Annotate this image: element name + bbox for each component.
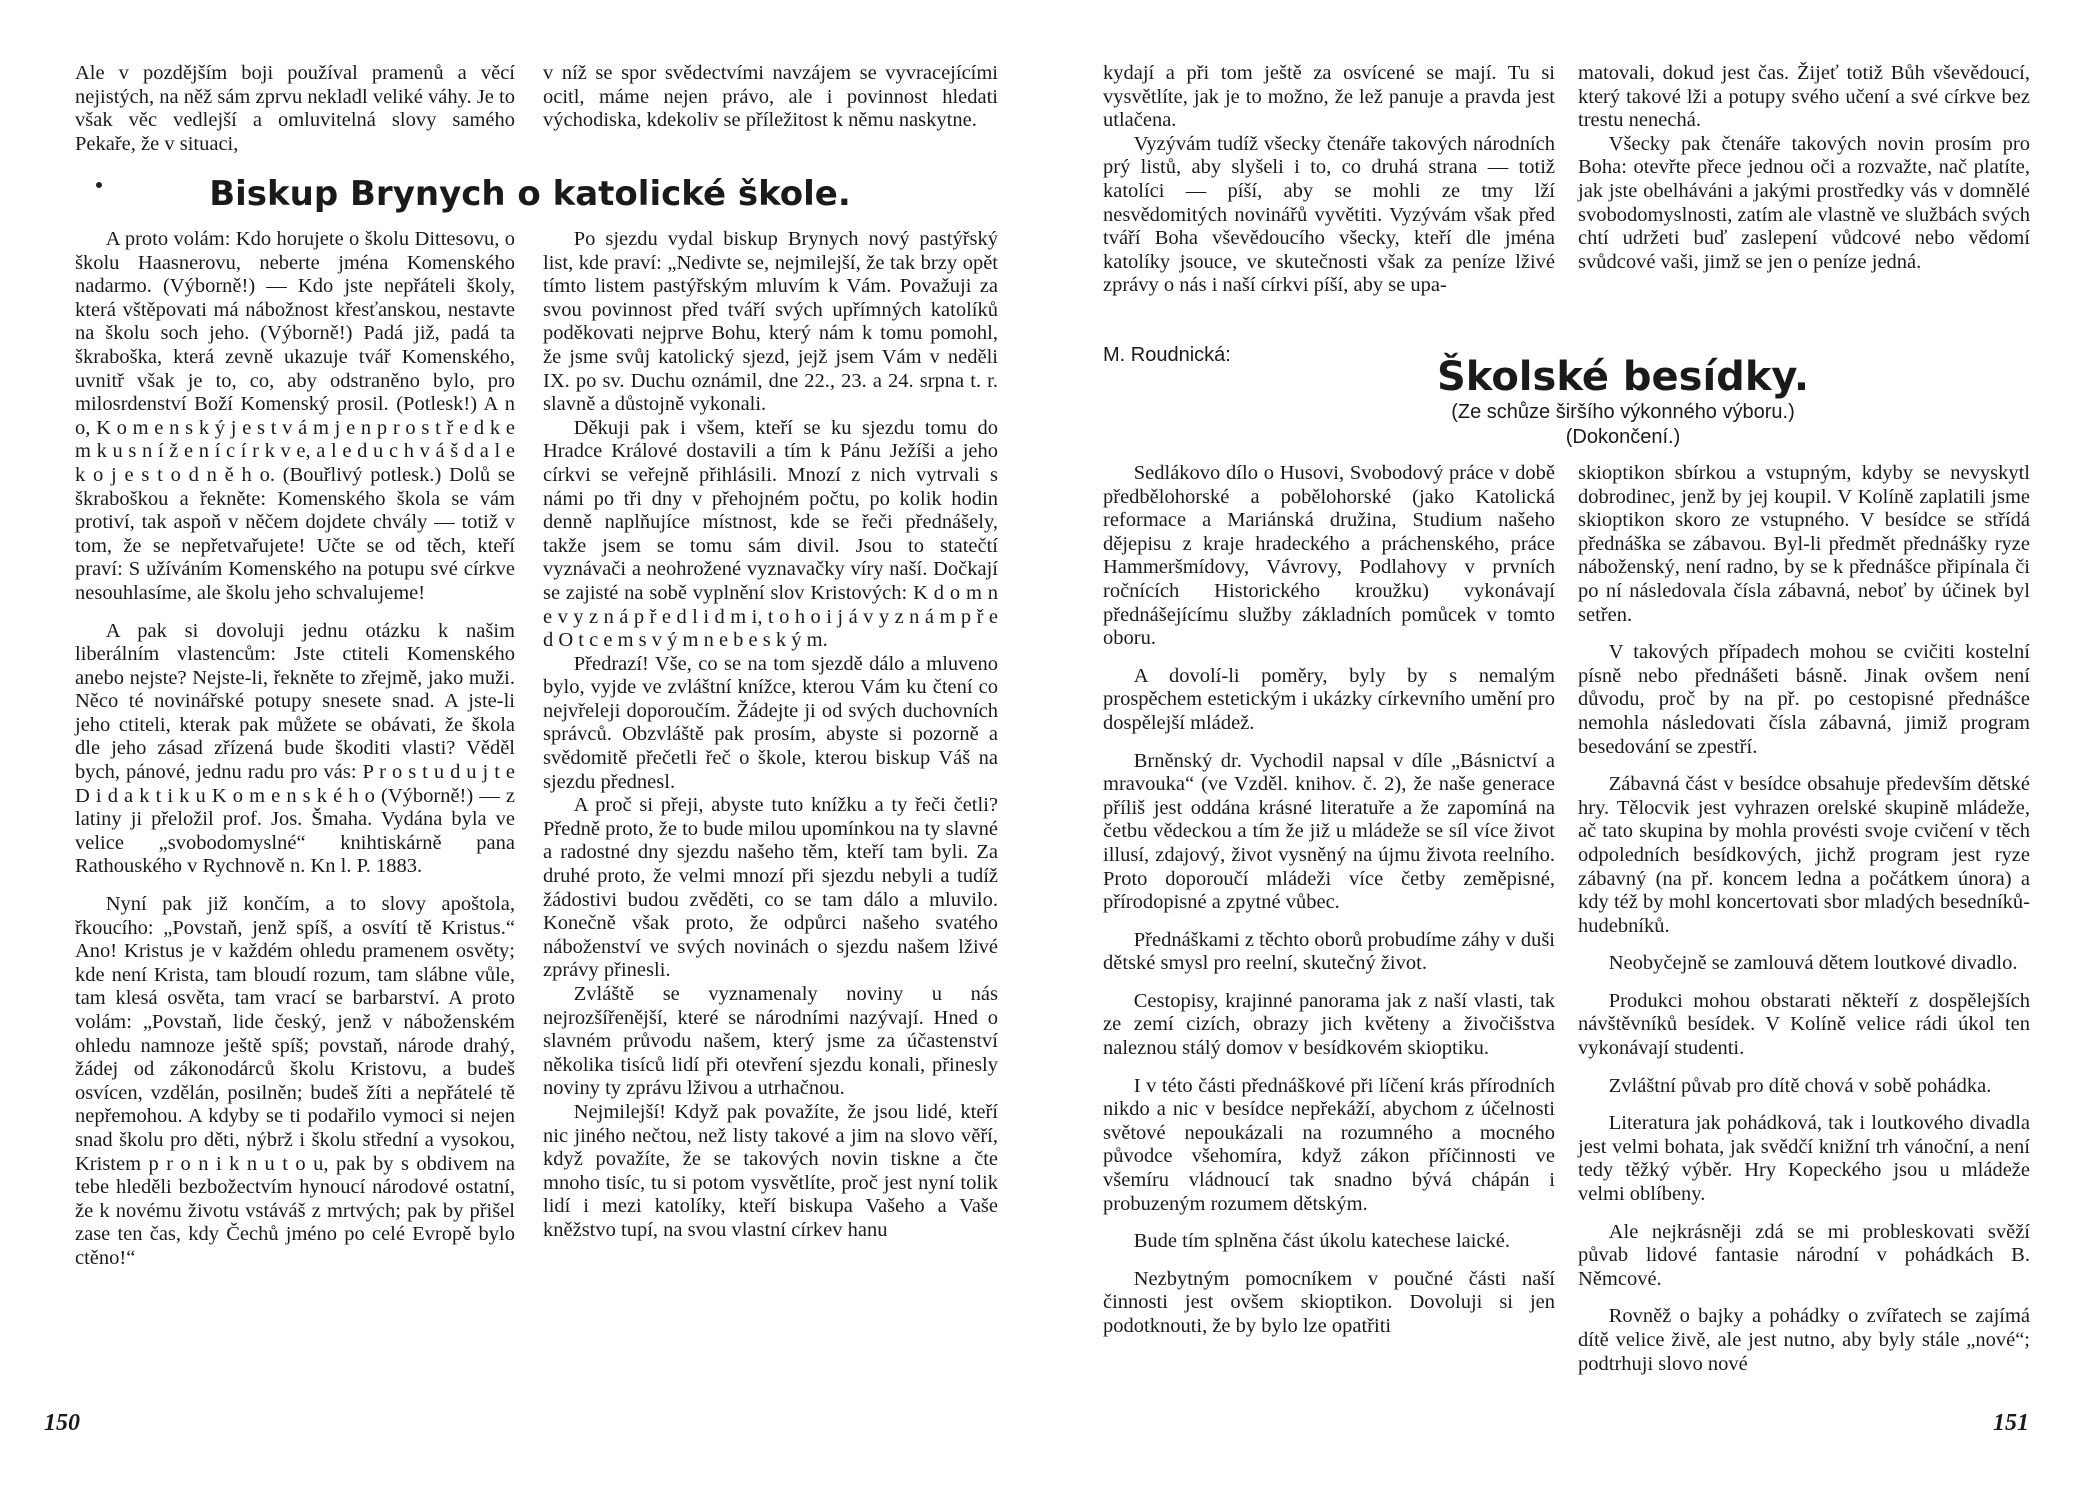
paragraph: Bude tím splněna část úkolu katechese laické.: [1133, 1230, 1511, 1253]
paragraph: A proto volám: Kdo horujete o školu Dittesovu, o školu Haasnerovu, neberte jména Komenského nadarmo. (Výborně!) — Kdo jste nepřáteli školy, která vštěpovati má nábožnost křesťanskou, nestavte na školu soch jeho. (Výborně!) Padá již, padá ta škraboška, která zevně ukazuje tvář Komenského, uvnitř však je to, co, aby odstraněno bylo, pro milosrdenství Boží Komenský prosil. (Potlesk!) A n o, K o m e n s k ý j e s t v á m j e n p r o s t ř e d k e m k u s n í ž e n í c í r k v e, a l e d u c h v á š d a l e k o j e s t o d n ě h o. (Bouřlivý potlesk.) Dolů se škraboškou a řekněte: Komenského škola se vám protiví, tak aspoň v něčem dojdete chvály — totiž v tom, že se nepřetvařujete! Učte se od těch, kteří praví: S užíváním Komenského na potupu své církve nesouhlasíme, ale školu jeho schvalujeme!: [75, 228, 515, 604]
left-top-column-1: [75, 62, 515, 156]
paragraph: Vyzývám tudíž všecky čtenáře takových národních prý listů, aby slyšeli i to, co druhá strana — totiž katolíci — píší, aby se mohli ze tmy lží nesvědomitých novinářů vyvětiti. Vyzývám však před tváří Boha vševědoucího všecky, kteří dle jména katolíky jsouce, ve skutečnosti však za peníze lživé zprávy o nás i naší církvi píší, aby se upa-: [1103, 132, 1555, 297]
author-name: M. Roudnická:: [1103, 344, 1231, 366]
article-title: Školské besídky.: [1436, 354, 1810, 400]
right-column-1: [1103, 462, 1555, 1339]
paragraph: kydají a při tom ještě za osvícené se mají. Tu si vysvětlíte, jak je to možno, že lež panuje a pravda jest utlačena.: [1103, 62, 1555, 132]
paragraph: Nejmilejší! Když pak považíte, že jsou lidé, kteří nic jiného nečtou, než listy takové a jim na slovo věří, když považíte, že se takových novin tiskne a čte mnoho tisíc, tu si potom vysvětlíte, proč jest nyní tolik lidí i mezi katolíky, kteří biskupa Vašeho a Vaše kněžstvo tupí, na svou vlastní církev hanu: [543, 1100, 998, 1241]
paragraph: skioptikon sbírkou a vstupným, kdyby se nevyskytl dobrodinec, jenž by jej koupil. V Kolíně zaplatili jsme skioptikon skoro ze vstupného. V besídce se střídá přednáška se zábavou. Byl-li předmět přednášky ryze náboženský, není radno, by se k přednášce připínala či po ní následovala čísla zábavná, neboť by účinek byl setřen.: [1578, 462, 2030, 626]
paragraph: v níž se spor svědectvími navzájem se vyvracejícími ocitl, máme nejen právo, ale i povinnost hledati východiska, kdekoliv se příležitost k němu naskytne.: [543, 62, 998, 132]
paragraph: V takových případech mohou se cvičiti kostelní písně nebo přednášeti básně. Jinak ovšem není důvodu, proč by na př. po cestopisné přednášce nemohla následovati čísla zábavná, jimiž program besedování se zpestří.: [1578, 641, 2030, 758]
paragraph: Děkuji pak i všem, kteří se ku sjezdu tomu do Hradce Králové dostavili a tím k Pánu Ježíši a jeho církvi se veřejně přihlásili. Mnozí z nich vytrvali s námi po tři dny v přehojném počtu, po kolik hodin denně naplňujíce místnost, kde se řeči přednášely, takže jsem se tomu sám divil. Jsou to statečtí vyznávači a neohrožené vyznavačky víry naší. Dočkají se zajisté na sobě vyplnění slov Kristových: K d o m n e v y z n á p ř e d l i d m i, t o h o i j á v y z n á m p ř e d O t c e m s v ý m n e b e s k ý m.: [543, 416, 998, 652]
right-top-column-1: [1103, 62, 1555, 298]
paragraph: Rovněž o bajky a pohádky o zvířatech se zajímá dítě velice živě, ale jest nutno, aby byly stále „nové“; podtrhuji slovo nové: [1578, 1305, 2030, 1375]
right-top-column-2: [1578, 62, 2030, 274]
paragraph: Zvláště se vyznamenaly noviny u nás nejrozšířenější, které se národními nazývají. Hned o slavném průvodu našem, který jsme za účastenství několika tisíců lidí při otevření sjezdu konali, přinesly noviny ty zprávu lživou a utrhačnou.: [543, 983, 998, 1100]
article-subtitle-continuation: (Dokončení.): [1565, 426, 1681, 448]
paragraph: A proč si přeji, abyste tuto knížku a ty řeči četli? Předně proto, že to bude milou upomínkou na ty slavné a radostné dny sjezdu našeho těm, kteří tam byli. Za druhé proto, že velmi mnozí při sjezdu nebyli a tudíž žádostivi budou zvěděti, co se tam dálo a mluvilo. Konečně však proto, že odpůrci našeho svatého náboženství ve svých novinách o sjezdu našem lživé zprávy přinesli.: [543, 794, 998, 982]
paragraph: Nyní pak již končím, a to slovy apoštola, řkoucího: „Povstaň, jenž spíš, a osvítí tě Kristus.“ Ano! Kristus je v každém ohledu pramenem osvěty; kde není Krista, tam bloudí rozum, tam slábne vůle, tam klesá osvěta, tam vrací se barbarství. A proto volám: „Povstaň, lide český, jenž v náboženském ohledu namnoze ještě spíš; povstaň, národe drahý, žádej od zákonodárců školu Kristovu, a budeš osvícen, vzdělán, posilněn; budeš žíti a nepřátelé tě nepřemohou. A kdyby se ti podařilo vymoci si nejen snad školu pro děti, nýbrž i školu střední a vysokou, Kristem p r o n i k n u t o u, pak by s obdivem na tebe hleděli bezbožectvím hynoucí národové ostatní, že k novému životu vstáváš z mrtvých; pak by přišel zase ten čas, kdy Čechů jméno po celé Evropě bylo ctěno!“: [75, 893, 515, 1269]
paragraph: A dovolí-li poměry, byly by s nemalým prospěchem estetickým i ukázky církevního umění pro dospělejší mládež.: [1103, 664, 1555, 734]
paragraph: Brněnský dr. Vychodil napsal v díle „Básnictví a mravouka“ (ve Vzděl. knihov. č. 2), že naše generace příliš jest oddána krásné literatuře a že zapomíná na četbu vědeckou a tím že již u mládeže se síl více život illusí, zdajový, život vysněný na újmu života reelního. Proto doporoučí mládeži více četby zeměpisné, přírodopisné a zpytné vůbec.: [1103, 749, 1555, 914]
paragraph: Literatura jak pohádková, tak i loutkového divadla jest velmi bohata, jak svědčí knižní trh vánoční, a není tedy těžký výběr. Hry Kopeckého jsou u mládeže velmi oblíbeny.: [1578, 1112, 2030, 1206]
paragraph: Sedlákovo dílo o Husovi, Svobodový práce v době předbělohorské a pobělohorské (jako Katolická reformace a Mariánská družina, Studium našeho dějepisu z kraje hradeckého a práchenského, práce Hammeršmídovy, Vávrovy, Podlahovy v prvních ročnících Historického kroužku) vykonávají přednášejícímu služby základních pomůcek v tomto oboru.: [1103, 462, 1555, 650]
paragraph: Po sjezdu vydal biskup Brynych nový pastýřský list, kde praví: „Nedivte se, nejmilejší, že tak brzy opět tímto listem pastýřským mluvím k Vám. Považuji za svou povinnost před tváří svých upřímných katolíků poděkovati nejprve Bohu, který nám k tomu pomohl, že jsme svůj katolický sjezd, jejž jsem Vám v neděli IX. po sv. Duchu oznámil, dne 22., 23. a 24. srpna t. r. slavně a důstojně vykonali.: [543, 228, 998, 416]
right-page: [1043, 0, 2086, 1500]
left-column-1: [75, 228, 515, 1271]
paragraph: Všecky pak čtenáře takových novin prosím pro Boha: otevřte přece jednou oči a rozvažte, nač platíte, jak jste obelháváni a jakými prostředky vás v domnělé svobodomyslnosti, zatím ale vlastně ve službách svých chtí udržeti buď zaslepení vůdcové nebo vědomí svůdcové vaši, jimž se jen o peníze jedná.: [1578, 132, 2030, 273]
paragraph: Produkci mohou obstarati někteří z dospělejších návštěvníků besídek. V Kolíně velice rádi úkol ten vykonávají studenti.: [1578, 989, 2030, 1060]
paragraph: Cestopisy, krajinné panorama jak z naší vlasti, tak ze zemí cizích, obrazy jich květeny a živočišstva naleznou stálý domov v besídkovém skioptiku.: [1103, 989, 1555, 1060]
paragraph: A pak si dovoluji jednu otázku k našim liberálním vlastencům: Jste ctiteli Komenského anebo nejste? Nejste-li, řekněte to zřejmě, jako muži. Něco té novinářské potupy snesete snad. A jste-li jeho ctiteli, kterak pak můžete se obávati, že škola dle jeho zásad zřízená bude škoditi vlasti? Věděl bych, pánové, jednu radu pro vás: P r o s t u d u j t e D i d a k t i k u K o m e n s k é h o (Výborně!) — z latiny ji přeložil prof. Jos. Šmaha. Vydána byla ve velice „svobodomyslné“ knihtiskárně pana Rathouského v Rychnově n. Kn l. P. 1883.: [75, 619, 515, 878]
paragraph: matovali, dokud jest čas. Žijeť totiž Bůh vševědoucí, který takové lži a potupy svého učení a své církve bez trestu nenechá.: [1578, 62, 2030, 132]
paragraph: Ale nejkrásněji zdá se mi probleskovati svěží půvab lidové fantasie národní v pohádkách B. Němcové.: [1578, 1220, 2030, 1290]
article-title: Biskup Brynych o katolické škole.: [209, 174, 851, 214]
page-number: 150: [44, 1410, 80, 1436]
paragraph: Předrazí! Vše, co se na tom sjezdě dálo a mluveno bylo, vyjde ve zvláštní knížce, kterou Vám ku čtení co nejvřeleji doporoučím. Žádejte ji od svých duchovních správců. Obzvláště pak prosím, abyste si pozorně a svědomitě přečetli řeč o škole, kterou biskup Váš na sjezdu přednesl.: [543, 652, 998, 793]
left-column-2: [543, 228, 998, 1243]
page-number: 151: [1993, 1410, 2029, 1436]
article-subtitle: (Ze schůze širšího výkonného výboru.): [1451, 401, 1795, 423]
paragraph: Zvláštní půvab pro dítě chová v sobě pohádka.: [1608, 1074, 1992, 1097]
right-column-2: [1578, 462, 2030, 1376]
paragraph: Nezbytným pomocníkem v poučné části naší činnosti jest ovšem skioptikon. Dovoluji si jen podotknouti, že by bylo lze opatřiti: [1103, 1267, 1555, 1337]
paragraph: Ale v pozdějším boji používal pramenů a věcí nejistých, na něž sám zprvu nekladl veliké váhy. Je to však věc vedlejší a omluvitelná slovy samého Pekaře, že v situaci,: [75, 62, 515, 155]
left-top-column-2: [543, 62, 998, 133]
bullet-dot: [96, 182, 102, 188]
paragraph: Neobyčejně se zamlouvá dětem loutkové divadlo.: [1608, 952, 2018, 975]
paragraph: Přednáškami z těchto oborů probudíme záhy v duši dětské smysl pro reelní, skutečný život.: [1103, 928, 1555, 975]
paragraph: Zábavná část v besídce obsahuje především dětské hry. Tělocvik jest vyhrazen orelské skupině mládeže, ač tato skupina by mohla provésti svoje cvičení v těch odpoledních besídkových, jichž program jest ryze zábavný (na př. koncem ledna a počátkem února) a kdy též by mohl koncertovati sbor mladých besedníků-hudebníků.: [1578, 773, 2030, 937]
paragraph: I v této části přednáškové při líčení krás přírodních nikdo a nic v besídce nepřekáží, abychom z účelnosti světové nepoukázali na rozumného a mocného původce všehomíra, když zákon příčinnosti ve všemíru vládnoucí tak snadno bývá chápán i probuzeným rozumem dětským.: [1103, 1074, 1555, 1215]
